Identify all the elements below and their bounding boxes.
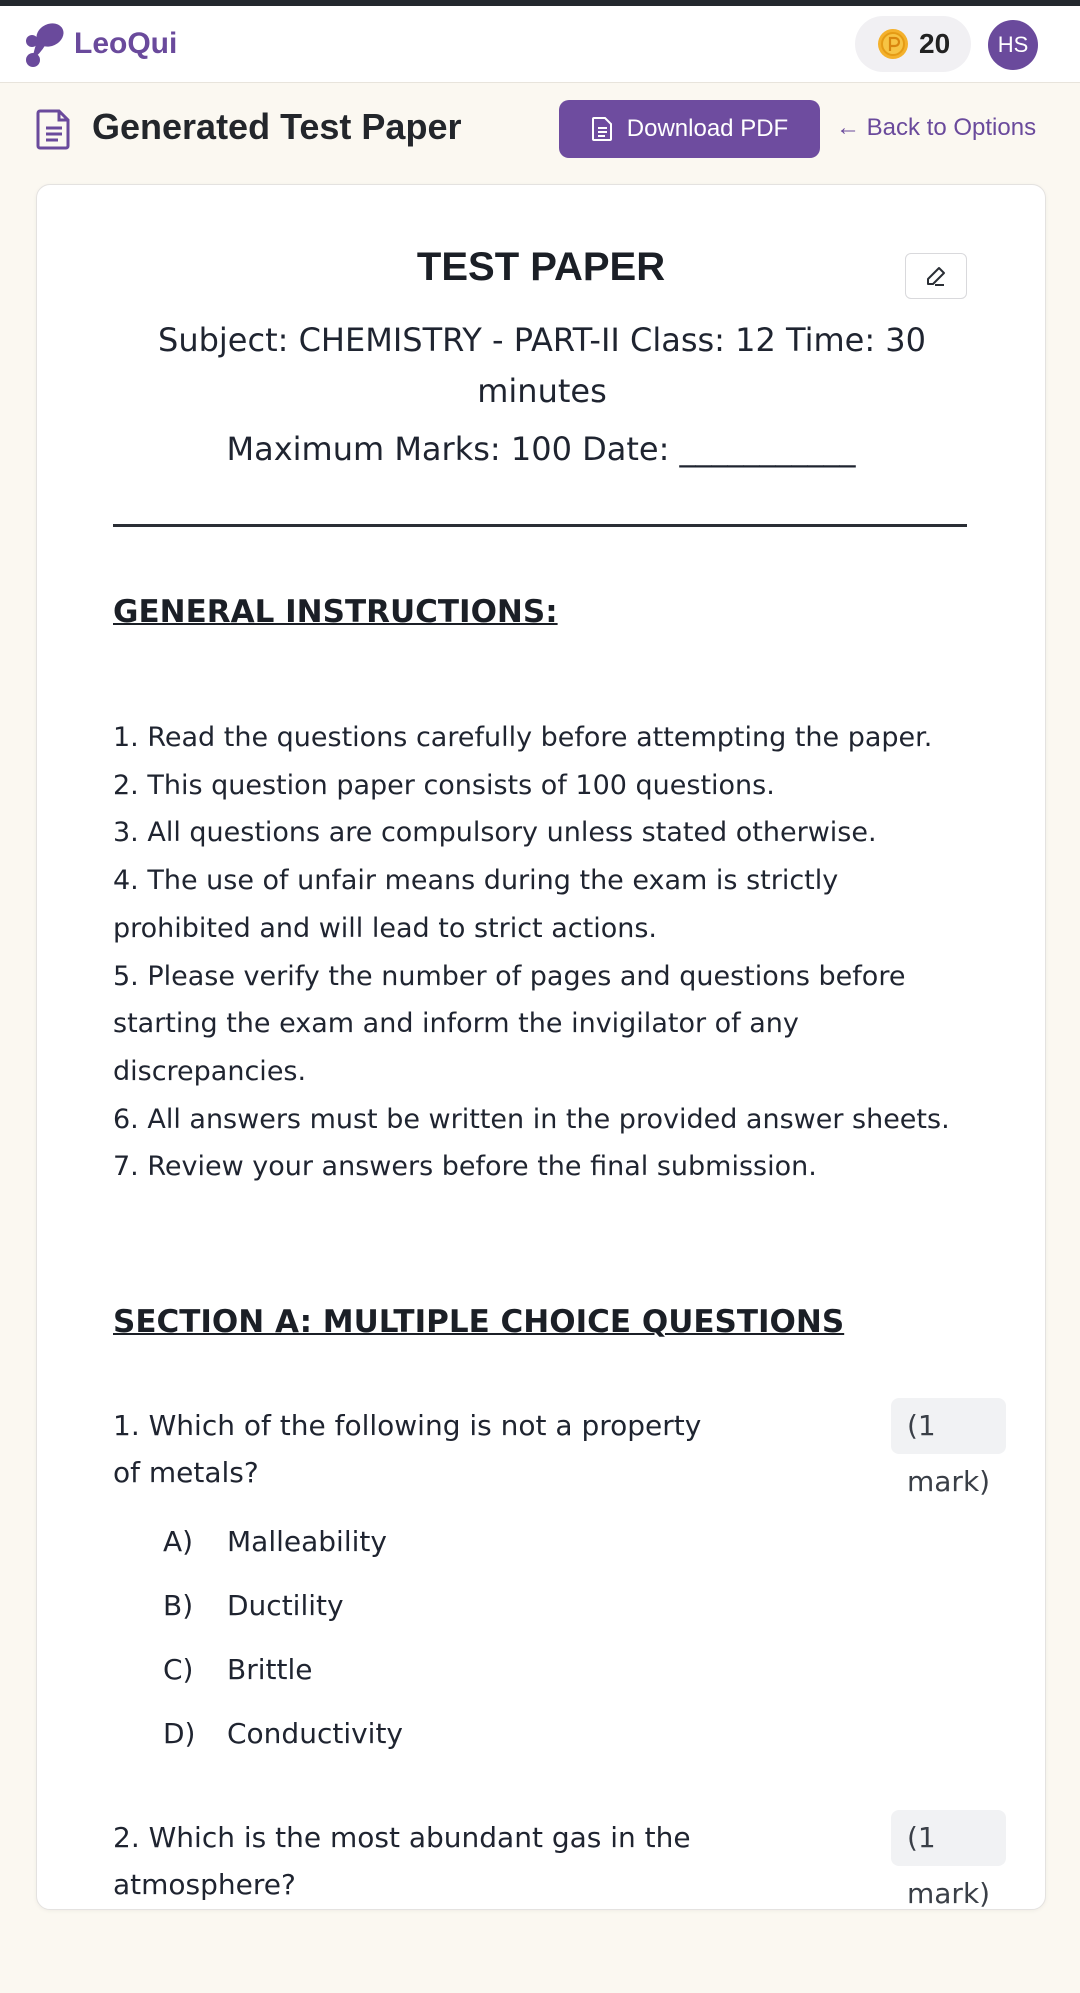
subject-line: Subject: CHEMISTRY - PART-II Class: 12 Time: 30 minutes xyxy=(158,321,926,410)
page-header xyxy=(0,96,1080,164)
marks-badge: (1 mark) xyxy=(891,1398,1006,1454)
brand-logo[interactable] xyxy=(24,20,177,68)
page-title: Generated Test Paper xyxy=(92,106,462,147)
marks-date-line: Maximum Marks: 100 Date: ___________ xyxy=(226,430,856,468)
instruction-item: 5. Please verify the number of pages and questions before starting the exam and inform the invigilator of any discrepancies. xyxy=(113,960,906,1087)
document-icon xyxy=(591,116,613,142)
download-pdf-label: Download PDF xyxy=(626,115,789,142)
header-divider xyxy=(113,524,967,527)
option-letter: B) xyxy=(163,1589,194,1622)
question-text: 1. Which of the following is not a property of metals? xyxy=(113,1409,702,1489)
coin-icon xyxy=(877,28,909,60)
question-text: 2. Which is the most abundant gas in the atmosphere? xyxy=(113,1821,691,1901)
instruction-item: 7. Review your answers before the final submission. xyxy=(113,1151,817,1183)
instructions-heading: GENERAL INSTRUCTIONS: xyxy=(113,594,558,630)
option-text: Conductivity xyxy=(227,1717,403,1750)
brand-name: LeoQui xyxy=(74,27,178,60)
option-text: Malleability xyxy=(227,1525,387,1558)
marks-badge: (1 mark) xyxy=(891,1810,1006,1866)
option-text: Brittle xyxy=(227,1653,313,1686)
coin-balance[interactable] xyxy=(855,16,971,72)
answer-options xyxy=(163,1510,403,1766)
user-avatar[interactable]: HS xyxy=(988,20,1038,70)
document-icon xyxy=(36,108,72,150)
option-letter: C) xyxy=(163,1653,194,1686)
option-c xyxy=(163,1638,403,1702)
app-header xyxy=(0,6,1080,83)
instructions-list xyxy=(113,714,983,1191)
back-to-options-link[interactable]: ← Back to Options xyxy=(836,114,1037,141)
option-letter: D) xyxy=(163,1717,196,1750)
option-text: Ductility xyxy=(227,1589,344,1622)
section-a-heading: SECTION A: MULTIPLE CHOICE QUESTIONS xyxy=(113,1304,845,1340)
edit-button[interactable] xyxy=(905,253,967,299)
question-1 xyxy=(113,1402,993,1750)
question-2 xyxy=(113,1814,993,1908)
instruction-item: 3. All questions are compulsory unless stated otherwise. xyxy=(113,817,877,849)
download-pdf-button[interactable] xyxy=(559,100,820,158)
leoqui-logo-icon xyxy=(24,20,64,68)
instruction-item: 4. The use of unfair means during the exam is strictly prohibited and will lead to strict actions. xyxy=(113,865,839,944)
option-a xyxy=(163,1510,403,1574)
instruction-item: 2. This question paper consists of 100 questions. xyxy=(113,769,775,801)
option-b xyxy=(163,1574,403,1638)
pencil-icon xyxy=(924,264,948,288)
coin-count: 20 xyxy=(919,28,951,59)
instruction-item: 6. All answers must be written in the provided answer sheets. xyxy=(113,1103,950,1135)
option-letter: A) xyxy=(163,1525,194,1558)
instruction-item: 1. Read the questions carefully before attempting the paper. xyxy=(113,722,933,753)
option-d xyxy=(163,1702,403,1766)
paper-title: TEST PAPER xyxy=(416,245,666,289)
test-paper xyxy=(36,184,1046,1910)
